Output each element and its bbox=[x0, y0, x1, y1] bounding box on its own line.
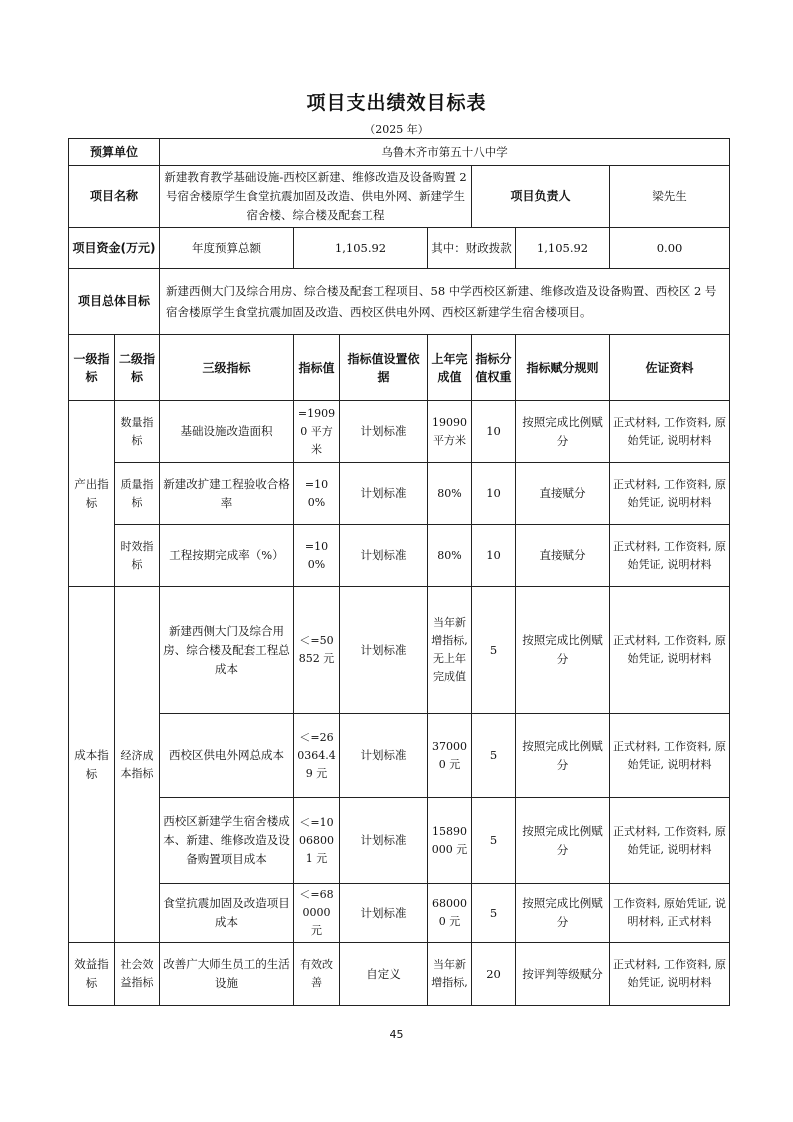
value-cell: 有效改善 bbox=[294, 943, 340, 1006]
evidence-cell: 正式材料, 工作资料, 原始凭证, 说明材料 bbox=[610, 401, 730, 463]
budget-unit-value: 乌鲁木齐市第五十八中学 bbox=[160, 139, 730, 166]
indicator-cell: 新建改扩建工程验收合格率 bbox=[160, 463, 294, 525]
value-cell: ＜=10068001 元 bbox=[294, 798, 340, 884]
rule-cell: 按照完成比例赋分 bbox=[516, 798, 610, 884]
level2-cell: 经济成本指标 bbox=[115, 587, 160, 943]
rule-cell: 直接赋分 bbox=[516, 463, 610, 525]
value-cell: ＜=50852 元 bbox=[294, 587, 340, 714]
other-funds-value: 0.00 bbox=[610, 228, 730, 269]
indicator-cell: 西校区供电外网总成本 bbox=[160, 714, 294, 798]
header-level2: 二级指标 bbox=[115, 335, 160, 401]
project-name-label: 项目名称 bbox=[69, 166, 160, 228]
evidence-cell: 正式材料, 工作资料, 原始凭证, 说明材料 bbox=[610, 463, 730, 525]
header-weight: 指标分值权重 bbox=[472, 335, 516, 401]
overall-goal-value: 新建西侧大门及综合用房、综合楼及配套工程项目、58 中学西校区新建、维修改造及设备购置、西校区 2 号宿舍楼原学生食堂抗震加固及改造、西校区供电外网、西校区新建学生宿舍楼项目。 bbox=[160, 269, 730, 335]
header-level3: 三级指标 bbox=[160, 335, 294, 401]
table-row bbox=[69, 884, 730, 943]
table-row bbox=[69, 525, 730, 587]
last-year-cell: 15890000 元 bbox=[428, 798, 472, 884]
table-row bbox=[69, 798, 730, 884]
value-cell: ＜=260364.49 元 bbox=[294, 714, 340, 798]
weight-cell: 10 bbox=[472, 401, 516, 463]
last-year-cell: 当年新增指标, bbox=[428, 943, 472, 1006]
basis-cell: 计划标准 bbox=[340, 714, 428, 798]
weight-cell: 5 bbox=[472, 798, 516, 884]
evidence-cell: 正式材料, 工作资料, 原始凭证, 说明材料 bbox=[610, 587, 730, 714]
table-row bbox=[69, 463, 730, 525]
rule-cell: 按照完成比例赋分 bbox=[516, 587, 610, 714]
last-year-cell: 当年新增指标, 无上年完成值 bbox=[428, 587, 472, 714]
last-year-cell: 370000 元 bbox=[428, 714, 472, 798]
weight-cell: 10 bbox=[472, 525, 516, 587]
level2-cell: 数量指标 bbox=[115, 401, 160, 463]
header-rule: 指标赋分规则 bbox=[516, 335, 610, 401]
basis-cell: 计划标准 bbox=[340, 525, 428, 587]
evidence-cell: 正式材料, 工作资料, 原始凭证, 说明材料 bbox=[610, 943, 730, 1006]
header-value: 指标值 bbox=[294, 335, 340, 401]
indicator-cell: 食堂抗震加固及改造项目成本 bbox=[160, 884, 294, 943]
header-last-year: 上年完成值 bbox=[428, 335, 472, 401]
value-cell: =100% bbox=[294, 525, 340, 587]
last-year-cell: 680000 元 bbox=[428, 884, 472, 943]
year-label: （2025 年） bbox=[364, 123, 429, 136]
project-funds-label: 项目资金(万元) bbox=[69, 228, 160, 269]
evidence-cell: 正式材料, 工作资料, 原始凭证, 说明材料 bbox=[610, 525, 730, 587]
basis-cell: 计划标准 bbox=[340, 798, 428, 884]
project-leader-value: 梁先生 bbox=[610, 166, 730, 228]
table-row bbox=[69, 401, 730, 463]
value-cell: =19090 平方米 bbox=[294, 401, 340, 463]
last-year-cell: 80% bbox=[428, 525, 472, 587]
table-row bbox=[69, 714, 730, 798]
performance-target-table bbox=[68, 138, 730, 1006]
header-level1: 一级指标 bbox=[69, 335, 115, 401]
rule-cell: 按照完成比例赋分 bbox=[516, 884, 610, 943]
rule-cell: 直接赋分 bbox=[516, 525, 610, 587]
level2-cell: 时效指标 bbox=[115, 525, 160, 587]
budget-unit-label: 预算单位 bbox=[69, 139, 160, 166]
value-cell: =100% bbox=[294, 463, 340, 525]
fiscal-label: 其中：财政拨款 bbox=[428, 228, 516, 269]
annual-budget-label: 年度预算总额 bbox=[160, 228, 294, 269]
basis-cell: 计划标准 bbox=[340, 401, 428, 463]
overall-goal-label: 项目总体目标 bbox=[69, 269, 160, 335]
page-title: 项目支出绩效目标表 bbox=[306, 92, 487, 114]
weight-cell: 5 bbox=[472, 714, 516, 798]
indicator-cell: 基础设施改造面积 bbox=[160, 401, 294, 463]
evidence-cell: 工作资料, 原始凭证, 说明材料, 正式材料 bbox=[610, 884, 730, 943]
level2-cell: 社会效益指标 bbox=[115, 943, 160, 1006]
basis-cell: 计划标准 bbox=[340, 884, 428, 943]
last-year-cell: 80% bbox=[428, 463, 472, 525]
table-row bbox=[69, 587, 730, 714]
indicator-cell: 改善广大师生员工的生活设施 bbox=[160, 943, 294, 1006]
project-leader-label: 项目负责人 bbox=[472, 166, 610, 228]
weight-cell: 10 bbox=[472, 463, 516, 525]
annual-budget-value: 1,105.92 bbox=[294, 228, 428, 269]
value-cell: ＜=680000 元 bbox=[294, 884, 340, 943]
rule-cell: 按照完成比例赋分 bbox=[516, 401, 610, 463]
header-basis: 指标值设置依据 bbox=[340, 335, 428, 401]
indicator-cell: 新建西侧大门及综合用房、综合楼及配套工程总成本 bbox=[160, 587, 294, 714]
project-name-value: 新建教育教学基础设施-西校区新建、维修改造及设备购置 2 号宿舍楼原学生食堂抗震加固及改造、供电外网、新建学生宿舍楼、综合楼及配套工程 bbox=[160, 166, 472, 228]
basis-cell: 计划标准 bbox=[340, 463, 428, 525]
evidence-cell: 正式材料, 工作资料, 原始凭证, 说明材料 bbox=[610, 798, 730, 884]
level1-cell: 成本指标 bbox=[69, 587, 115, 943]
level1-cell: 产出指标 bbox=[69, 401, 115, 587]
indicator-cell: 工程按期完成率（%） bbox=[160, 525, 294, 587]
evidence-cell: 正式材料, 工作资料, 原始凭证, 说明材料 bbox=[610, 714, 730, 798]
weight-cell: 20 bbox=[472, 943, 516, 1006]
weight-cell: 5 bbox=[472, 884, 516, 943]
page-number: 45 bbox=[389, 1028, 404, 1041]
table-row bbox=[69, 943, 730, 1006]
level2-cell: 质量指标 bbox=[115, 463, 160, 525]
last-year-cell: 19090 平方米 bbox=[428, 401, 472, 463]
fiscal-value: 1,105.92 bbox=[516, 228, 610, 269]
basis-cell: 计划标准 bbox=[340, 587, 428, 714]
level1-cell: 效益指标 bbox=[69, 943, 115, 1006]
rule-cell: 按评判等级赋分 bbox=[516, 943, 610, 1006]
indicator-cell: 西校区新建学生宿舍楼成本、新建、维修改造及设备购置项目成本 bbox=[160, 798, 294, 884]
basis-cell: 自定义 bbox=[340, 943, 428, 1006]
header-evidence: 佐证资料 bbox=[610, 335, 730, 401]
rule-cell: 按照完成比例赋分 bbox=[516, 714, 610, 798]
weight-cell: 5 bbox=[472, 587, 516, 714]
